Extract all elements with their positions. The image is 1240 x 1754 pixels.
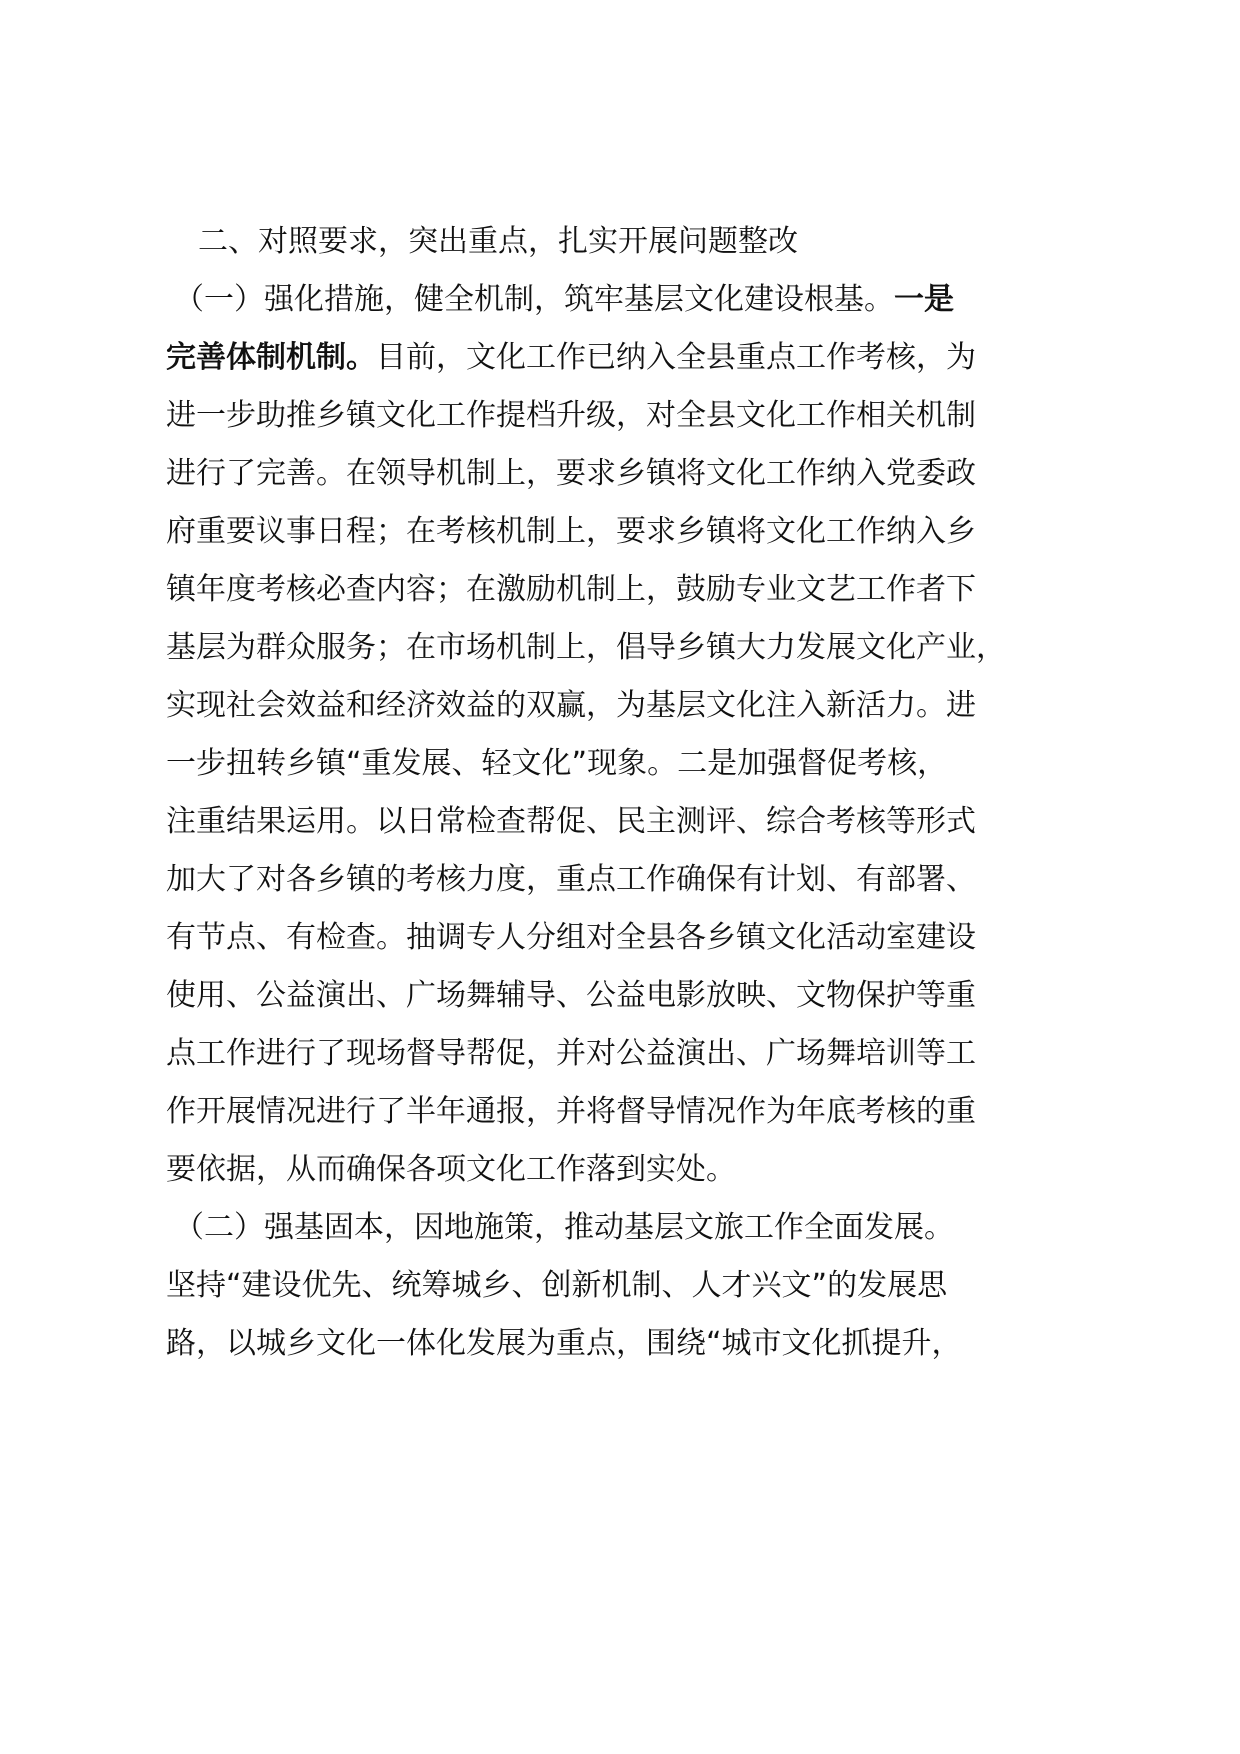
paragraph-line-16: 要依据，从而确保各项文化工作落到实处。 xyxy=(166,1152,736,1187)
paragraph-line-1 xyxy=(174,280,954,320)
paragraph-line-18: 路，以城乡文化一体化发展为重点，围绕“城市文化抓提升， xyxy=(166,1326,962,1361)
paragraph-line-2 xyxy=(166,338,976,378)
paragraph-line-12: 有节点、有检查。抽调专人分组对全县各乡镇文化活动室建设 xyxy=(166,920,976,955)
paragraph-line-11: 加大了对各乡镇的考核力度，重点工作确保有计划、有部署、 xyxy=(166,862,976,897)
bold-phrase-yishi: 一是 xyxy=(894,282,954,317)
bold-phrase-wanshan: 完善体制机制。 xyxy=(166,340,376,375)
paragraph-line-6: 镇年度考核必查内容；在激励机制上，鼓励专业文艺工作者下 xyxy=(166,572,976,607)
paragraph-line-3: 进一步助推乡镇文化工作提档升级，对全县文化工作相关机制 xyxy=(166,398,976,433)
paragraph-line-7: 基层为群众服务；在市场机制上，倡导乡镇大力发展文化产业， xyxy=(166,630,1006,665)
subheading-1: （一）强化措施，健全机制，筑牢基层文化建设根基。 xyxy=(174,282,894,317)
paragraph-line-15: 作开展情况进行了半年通报，并将督导情况作为年底考核的重 xyxy=(166,1094,976,1129)
paragraph-text-2: 目前，文化工作已纳入全县重点工作考核，为 xyxy=(376,340,976,375)
paragraph-line-14: 点工作进行了现场督导帮促，并对公益演出、广场舞培训等工 xyxy=(166,1036,976,1071)
paragraph-line-4: 进行了完善。在领导机制上，要求乡镇将文化工作纳入党委政 xyxy=(166,456,976,491)
paragraph-line-5: 府重要议事日程；在考核机制上，要求乡镇将文化工作纳入乡 xyxy=(166,514,976,549)
paragraph-line-17: 坚持“建设优先、统筹城乡、创新机制、人才兴文”的发展思 xyxy=(166,1268,948,1303)
subheading-2: （二）强基固本，因地施策，推动基层文旅工作全面发展。 xyxy=(174,1210,954,1245)
paragraph-line-13: 使用、公益演出、广场舞辅导、公益电影放映、文物保护等重 xyxy=(166,978,976,1013)
paragraph-line-10: 注重结果运用。以日常检查帮促、民主测评、综合考核等形式 xyxy=(166,804,976,839)
paragraph-line-8: 实现社会效益和经济效益的双赢，为基层文化注入新活力。进 xyxy=(166,688,976,723)
section-heading: 二、对照要求，突出重点，扎实开展问题整改 xyxy=(198,224,798,259)
paragraph-line-9: 一步扭转乡镇“重发展、轻文化”现象。二是加强督促考核， xyxy=(166,746,948,781)
